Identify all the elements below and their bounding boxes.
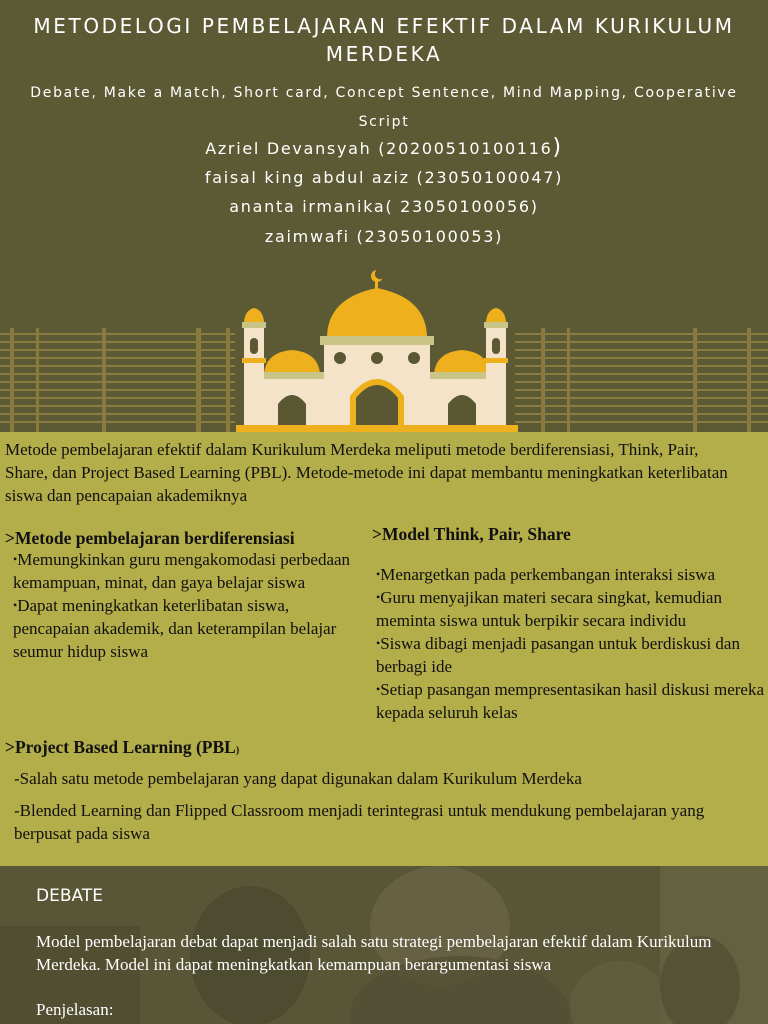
list-item: •Memungkinkan guru mengakomodasi perbedaan kemampuan, minat, dan gaya belajar siswa <box>13 550 351 592</box>
debate-section <box>0 866 768 1024</box>
list-item: •Setiap pasangan mempresentasikan hasil diskusi mereka kepada seluruh kelas <box>376 680 765 722</box>
list-item: •Menargetkan pada perkembangan interaksi siswa <box>376 565 716 584</box>
debate-title: DEBATE <box>36 886 103 906</box>
tps-heading: >Model Think, Pair, Share <box>372 524 571 544</box>
pbl-point: -Blended Learning dan Flipped Classroom menjadi terintegrasi untuk mendukung pembelajaran yang berpusat pada siswa <box>14 801 705 843</box>
pbl-point: -Salah satu metode pembelajaran yang dapat digunakan dalam Kurikulum Merdeka <box>14 769 582 788</box>
bullet-dot: • <box>376 567 381 581</box>
author-list <box>0 133 768 251</box>
list-item: •Siswa dibagi menjadi pasangan untuk berdiskusi dan berbagi ide <box>376 634 740 676</box>
author-item: faisal king abdul aziz (23050100047) <box>204 167 564 187</box>
intro-paragraph: Metode pembelajaran efektif dalam Kurikulum Merdeka meliputi metode berdiferensiasi, Think, Pair, Share, dan Project Based Learning (PBL). Metode-metode ini dapat membantu meningkatkan keterlibatan siswa dan pencapaian akademiknya <box>5 440 728 505</box>
header-section <box>0 0 768 432</box>
author-item: Azriel Devansyah (20200510100116) <box>205 135 563 160</box>
explanation-label: Penjelasan: <box>36 1000 114 1019</box>
bullet-dot: • <box>376 590 381 604</box>
tps-list <box>376 563 768 724</box>
page-subtitle: Debate, Make a Match, Short card, Concept Sentence, Mind Mapping, Cooperative Script <box>30 85 738 130</box>
pbl-heading: >Project Based Learning (PBL) <box>5 737 240 757</box>
mosque-icon <box>232 266 522 432</box>
list-item: •Dapat meningkatkan keterlibatan siswa, pencapaian akademik, dan keterampilan belajar seumur hidup siswa <box>13 596 337 661</box>
debate-paragraph: Model pembelajaran debat dapat menjadi salah satu strategi pembelajaran efektif dalam Kurikulum Merdeka. Model ini dapat meningkatkan kemampuan berargumentasi siswa <box>36 932 712 974</box>
decorative-fence-right <box>515 328 768 432</box>
bullet-dot: • <box>376 636 381 650</box>
crescent-icon <box>371 269 385 282</box>
differentiated-list <box>13 548 353 663</box>
list-item: •Guru menyajikan materi secara singkat, kemudian meminta siswa untuk berpikir secara individu <box>376 588 722 630</box>
author-item: zaimwafi (23050100053) <box>264 226 504 246</box>
bullet-dot: • <box>13 598 18 612</box>
author-item: ananta irmanika( 23050100056) <box>229 197 539 216</box>
content-section <box>0 432 768 866</box>
decorative-fence-left <box>0 328 235 432</box>
bullet-dot: • <box>13 552 18 566</box>
differentiated-heading: >Metode pembelajaran berdiferensiasi <box>5 528 295 548</box>
bullet-dot: • <box>376 682 381 696</box>
page-title: METODELOGI PEMBELAJARAN EFEKTIF DALAM KURIKULUM MERDEKA <box>33 14 735 66</box>
